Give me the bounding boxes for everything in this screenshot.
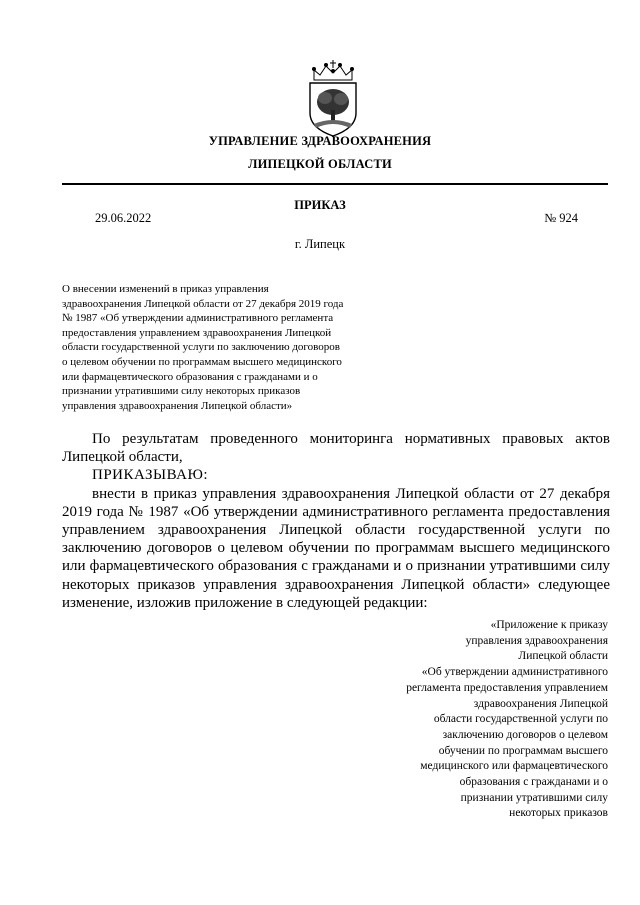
body-paragraph-monitoring: По результатам проведенного мониторинга нормативных правовых актов Липецкой области, bbox=[62, 431, 610, 466]
subject-line: признании утратившими силу некоторых приказов bbox=[62, 385, 301, 398]
order-subject bbox=[62, 282, 422, 413]
appendix-header bbox=[308, 618, 608, 822]
appendix-line: признании утратившими силу bbox=[460, 791, 608, 804]
appendix-line: заключению договоров о целевом bbox=[442, 728, 608, 741]
appendix-line: некоторых приказов bbox=[509, 807, 608, 820]
order-number: № 924 bbox=[544, 211, 578, 225]
subject-line: здравоохранения Липецкой области от 27 декабря 2019 года bbox=[62, 297, 344, 310]
organization-name-line1: УПРАВЛЕНИЕ ЗДРАВООХРАНЕНИЯ bbox=[208, 134, 432, 148]
subject-line: области государственной услуги по заключению договоров bbox=[62, 341, 340, 354]
appendix-line: «Об утверждении административного bbox=[421, 666, 608, 679]
subject-line: управления здравоохранения Липецкой области» bbox=[62, 399, 293, 412]
appendix-line: области государственной услуги по bbox=[433, 713, 608, 726]
document-title: ПРИКАЗ bbox=[294, 198, 346, 212]
coat-of-arms-icon bbox=[300, 58, 366, 138]
appendix-line: образования с гражданами и о bbox=[459, 776, 608, 789]
appendix-line: Липецкой области bbox=[518, 650, 608, 663]
order-city: г. Липецк bbox=[294, 237, 346, 251]
decree-word: ПРИКАЗЫВАЮ: bbox=[92, 467, 209, 484]
order-date: 29.06.2022 bbox=[95, 211, 152, 225]
appendix-line: здравоохранения Липецкой bbox=[473, 697, 608, 710]
subject-line: № 1987 «Об утверждении административного регламента bbox=[62, 312, 334, 325]
body-paragraph-amendment: внести в приказ управления здравоохранения Липецкой области от 27 декабря 2019 года № 1987 «Об утверждении административного регламента предоставления управлением здравоохранения Липецкой области государственной услуги по заключению договоров о целевом обучении по программам высшего медицинского или фармацевтического образования с гражданами и о признании утратившими силу некоторых приказов управления здравоохранения Липецкой области» следующее изменение, изложив приложение в следующей редакции: bbox=[62, 485, 610, 611]
appendix-line: «Приложение к приказу bbox=[490, 619, 608, 631]
organization-name-line2: ЛИПЕЦКОЙ ОБЛАСТИ bbox=[248, 157, 392, 171]
appendix-line: регламента предоставления управлением bbox=[406, 681, 608, 694]
header-divider bbox=[62, 183, 608, 185]
subject-line: предоставления управлением здравоохранения Липецкой bbox=[62, 326, 332, 339]
appendix-line: обучении по программам высшего bbox=[438, 744, 608, 757]
subject-line: О внесении изменений в приказ управления bbox=[62, 283, 269, 295]
subject-line: или фармацевтического образования с гражданами и о bbox=[62, 370, 318, 383]
appendix-line: медицинского или фармацевтического bbox=[420, 760, 608, 773]
order-body bbox=[62, 430, 610, 612]
appendix-line: управления здравоохранения bbox=[465, 634, 608, 647]
subject-line: о целевом обучении по программам высшего медицинского bbox=[62, 355, 342, 368]
